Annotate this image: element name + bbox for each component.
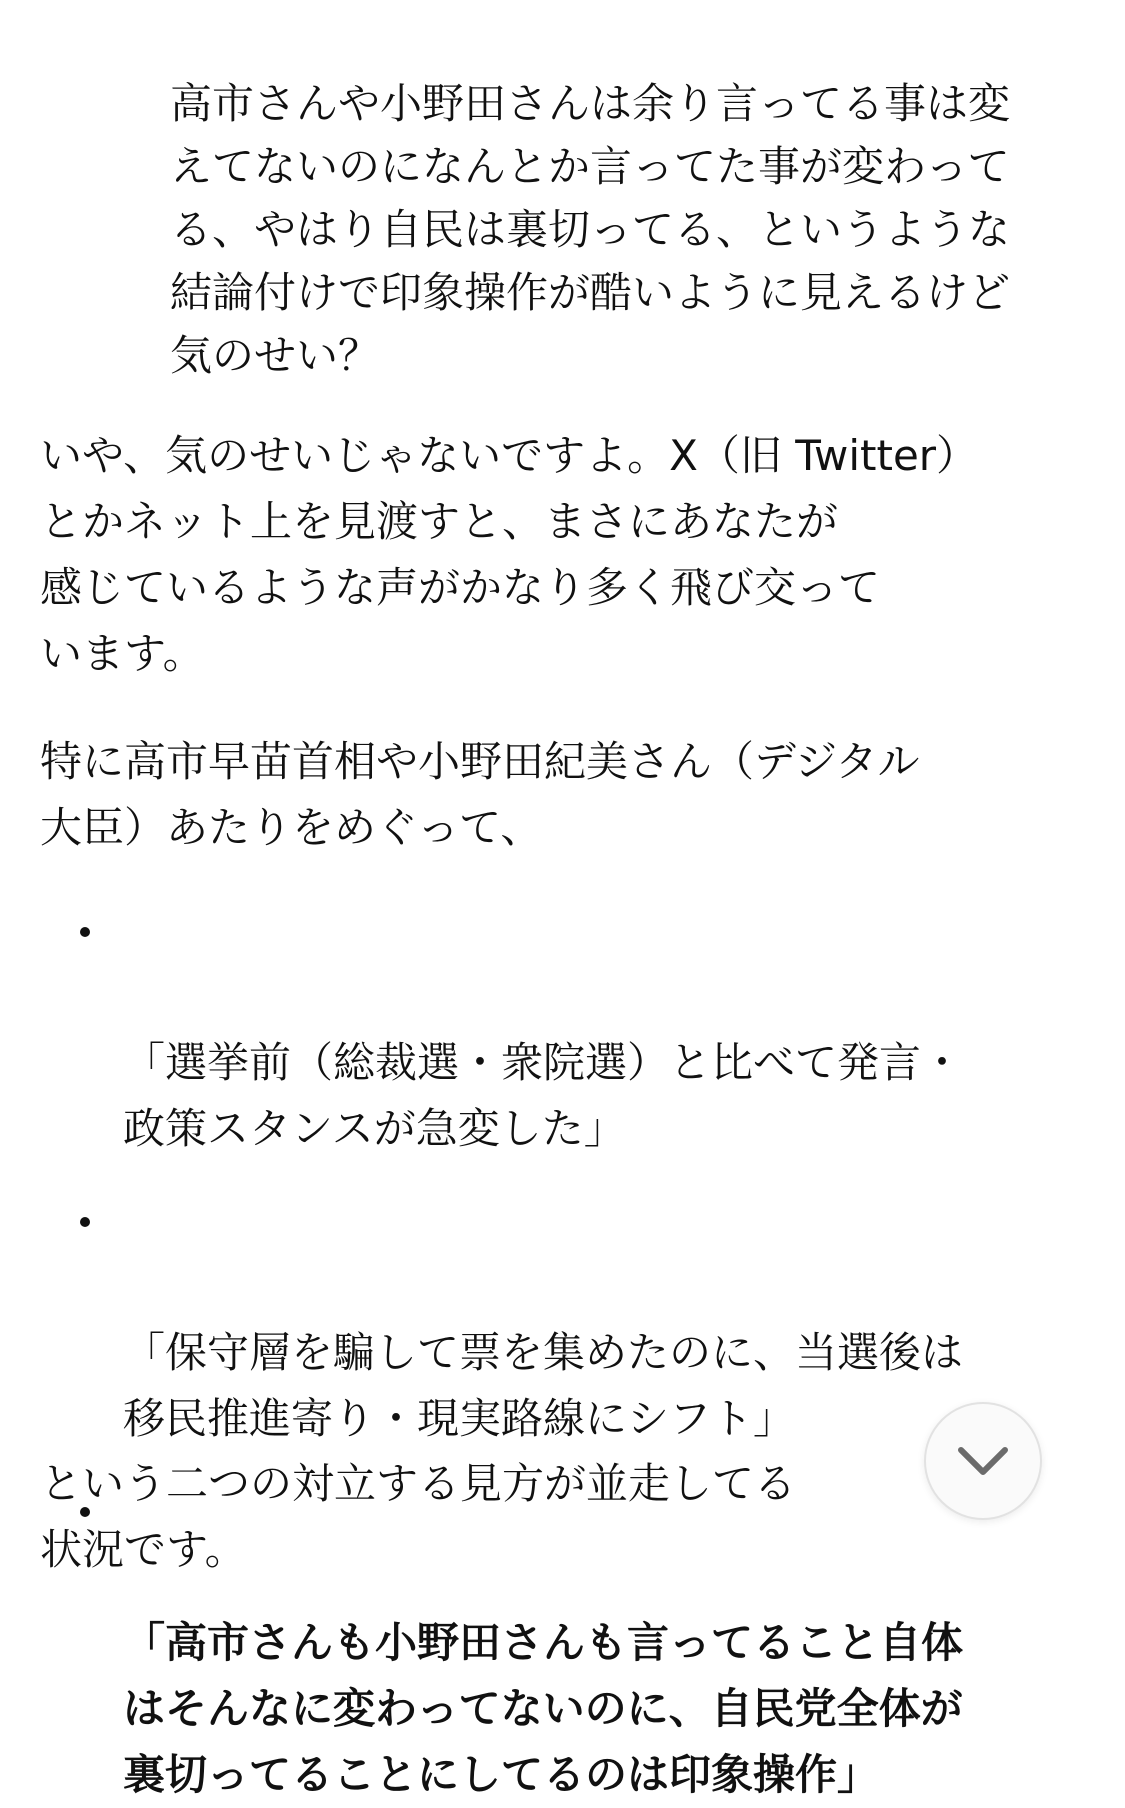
chevron-down-icon [955,1444,1011,1478]
response-paragraph: という二つの対立する見方が並走してる 状況です。 [40,1459,797,1574]
response-bullet-list [40,898,1080,1808]
response-paragraph: いや、気のせいじゃないですよ。X（旧 Twitter） とかネット上を見渡すと、まさにあなたが 感じているような声がかなり多く飛び交って います。 [40,431,979,678]
list-item-text: 「高市さんも小野田さんも言ってること自体 はそんなに変わってないのに、自民党全体が 裏切ってることにしてるのは印象操作」 [123,1618,964,1799]
bullet-icon [80,927,90,937]
list-item-text: 「保守層を騙して票を集めたのに、当選後は 移民推進寄り・現実路線にシフト」 [123,1328,964,1443]
scroll-to-bottom-button[interactable] [924,1402,1042,1520]
list-item [40,898,1080,1162]
list-item-text: 「選挙前（総裁選・衆院選）と比べて発言・ 政策スタンスが急変した」 [123,1038,964,1153]
response-paragraph: 特に高市早苗首相や小野田紀美さん（デジタル 大臣）あたりをめぐって、 [40,737,920,852]
bullet-icon [80,1217,90,1227]
list-item [40,1188,1080,1452]
user-message: 高市さんや小野田さんは余り言ってる事は変 えてないのになんとか言ってた事が変わって る、やはり自民は裏切ってる、というような 結論付けで印象操作が酷いように見えるけど 気のせい？ [170,79,1011,380]
